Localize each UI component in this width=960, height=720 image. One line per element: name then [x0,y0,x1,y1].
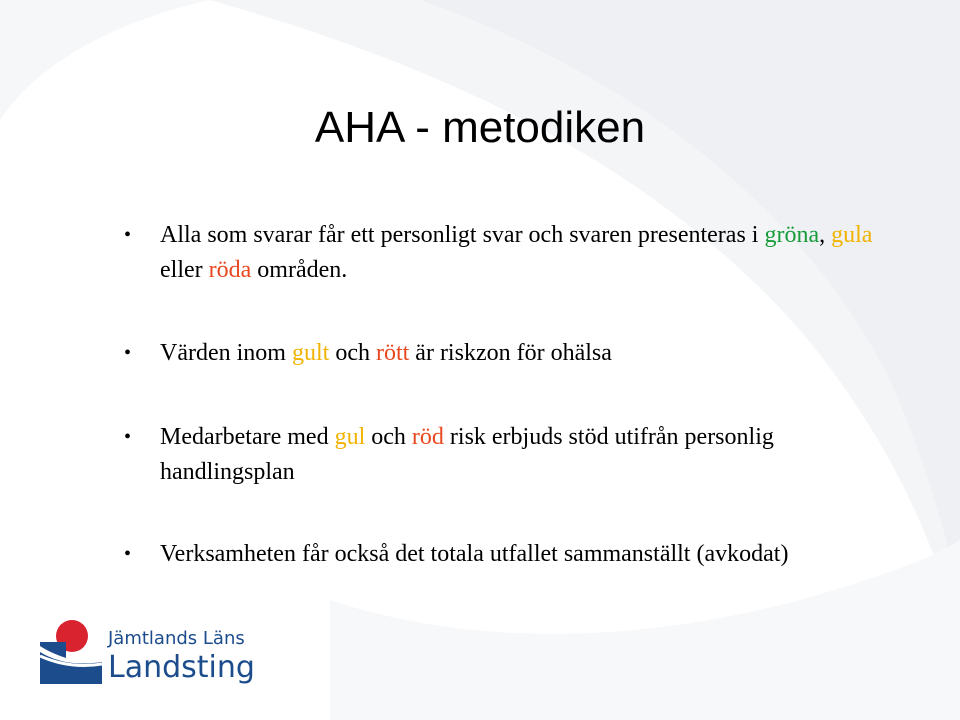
bullet-icon: • [124,224,132,246]
bullet-text-part: eller [160,257,209,283]
highlight-yellow: gul [334,424,366,450]
bullet-text-part: och [365,424,412,450]
logo-text-line2: Landsting [108,650,255,685]
bullet-text-part: och [329,340,376,366]
bullet-text-part: risk erbjuds stöd utifrån personlig handlingsplan [160,424,774,485]
bullet-icon: • [124,543,132,565]
bullet-text-part: är riskzon för ohälsa [409,340,612,366]
bullet-text-part: Värden inom [160,340,292,366]
organization-logo [36,612,266,702]
bullet-text-part: Medarbetare med [160,424,335,450]
bullet-icon: • [124,342,132,364]
highlight-green: gröna [764,222,820,248]
bullet-text [160,336,900,371]
logo-text-line1: Jämtlands Läns [108,628,245,649]
logo-mark-icon [36,612,102,690]
bullet-text [160,420,900,490]
bullet-text [160,218,900,288]
highlight-yellow: gula [831,222,873,248]
slide-title: AHA - metodiken [314,103,646,152]
bullet-text [160,537,900,572]
highlight-red: röd [411,424,444,450]
bullet-text-part: Alla som svarar får ett personligt svar och svaren presenteras i [160,222,765,248]
highlight-red: röda [208,257,252,283]
highlight-red: rött [375,340,410,366]
bullet-text-part: , [819,222,832,248]
highlight-yellow: gult [291,340,330,366]
bullet-text-part: områden. [251,257,348,283]
bullet-icon: • [124,426,132,448]
bullet-text-part: Verksamheten får också det totala utfallet sammanställt (avkodat) [160,541,789,567]
